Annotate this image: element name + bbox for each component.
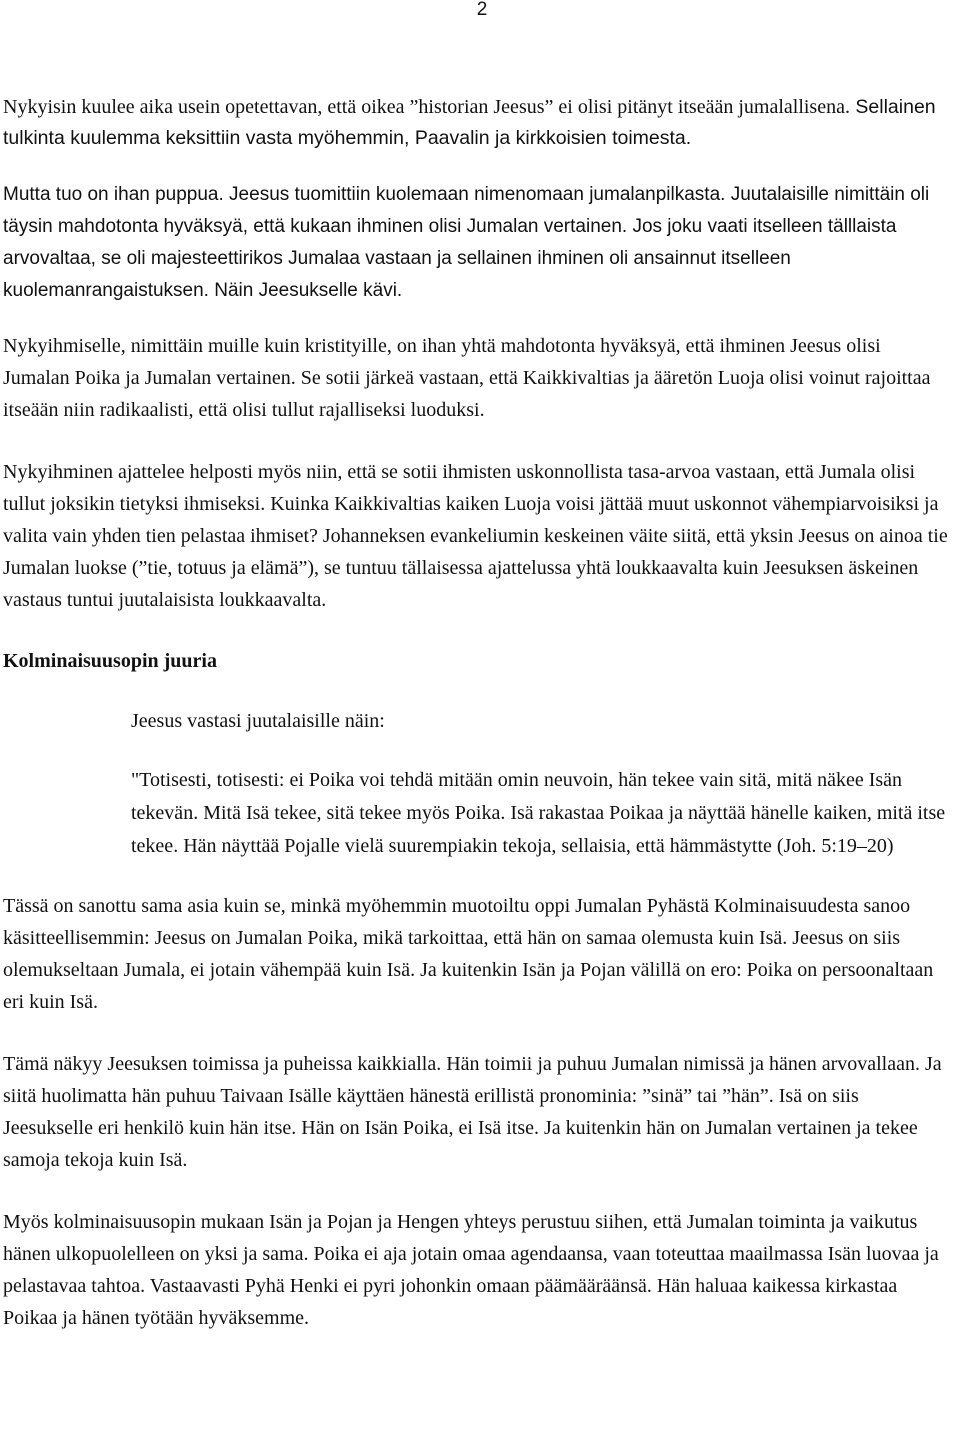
paragraph-blasphemy (3, 179, 951, 307)
paragraph-intro-part2: Sellainen tulkinta kuulemma keksittiin vasta myöhemmin, Paavalin ja kirkkoisien toimesta. (3, 96, 936, 149)
paragraph-trinity-doctrine: Tässä on sanottu sama asia kuin se, minkä myöhemmin muotoiltu oppi Jumalan Pyhästä Kolminaisuudesta sanoo käsitteellisemmin: Jeesus on Jumalan Poika, mikä tarkoittaa, että hän on samaa olemusta kuin Isä. Jeesus on siis olemukseltaan Jumala, ei jotain vähempää kuin Isä. Ja kuitenkin Isän ja Pojan välillä on ero: Poika on persoonaltaan eri kuin Isä. (3, 895, 934, 1013)
scripture-quote (131, 706, 951, 863)
paragraph-pronouns: Tämä näkyy Jeesuksen toimissa ja puheissa kaikkialla. Hän toimii ja puhuu Jumalan nimissä ja hänen arvovallaan. Ja siitä huolimatta hän puhuu Taivaan Isälle käyttäen hänestä erillistä pronominia: ”sinä” tai ”hän”. Isä on siis Jeesukselle eri henkilö kuin hän itse. Hän on Isän Poika, ei Isä itse. Ja kuitenkin hän on Jumalan vertainen ja tekee samoja tekoja kuin Isä. (3, 1053, 942, 1171)
paragraph-blasphemy-part2: Jos joku vaati itselleen tälllaista arvovaltaa, se oli majesteettirikos Jumalaa vastaan ja sellainen ihminen oli ansainnut itselleen kuolemanrangaistuksen. Näin Jeesukselle kävi. (3, 216, 897, 301)
quote-text: "Totisesti, totisesti: ei Poika voi tehdä mitään omin neuvoin, hän tekee vain sitä, mitä näkee Isän tekevän. Mitä Isä tekee, sitä tekee myös Poika. Isä rakastaa Poikaa ja näyttää hänelle kaiken, mitä itse tekee. Hän näyttää Pojalle vielä suurempiakin tekoja, sellaisia, että hämmästytte (Joh. 5:19–20) (131, 769, 946, 857)
quote-intro: Jeesus vastasi juutalaisille näin: (131, 710, 385, 732)
paragraph-equality: Nykyihminen ajattelee helposti myös niin, että se sotii ihmisten uskonnollista tasa-arvoa vastaan, että Jumala olisi tullut joksikin tietyksi ihmiseksi. Kuinka Kaikkivaltias kaiken Luoja voisi jättää muut uskonnot vähempiarvoisiksi ja valita vain yhden tien pelastaa ihmiset? Johanneksen evankeliumin keskeinen väite siitä, että yksin Jeesus on ainoa tie Jumalan luokse (”tie, totuus ja elämä”), se tuntuu tällaisessa ajattelussa yhtä loukkaavalta kuin Jeesuksen äskeinen vastaus tuntui juutalaisista loukkaavalta. (3, 461, 948, 611)
paragraph-intro (3, 92, 951, 154)
paragraph-modern-view: Nykyihmiselle, nimittäin muille kuin kristityille, on ihan yhtä mahdotonta hyväksyä, että ihminen Jeesus olisi Jumalan Poika ja Jumalan vertainen. Se sotii järkeä vastaan, että Kaikkivaltias ja ääretön Luoja olisi voinut rajoittaa itseään niin radikaalisti, että olisi tullut rajalliseksi luoduksi. (3, 335, 931, 421)
page-number: 2 (476, 0, 488, 20)
paragraph-unity: Myös kolminaisuusopin mukaan Isän ja Pojan ja Hengen yhteys perustuu siihen, että Jumalan toiminta ja vaikutus hänen ulkopuolelleen on yksi ja sama. Poika ei aja jotain omaa agendaansa, vaan toteuttaa maailmassa Isän luovaa ja pelastavaa tahtoa. Vastaavasti Pyhä Henki ei pyri johonkin omaan päämääräänsä. Hän haluaa kaikessa kirkastaa Poikaa ja hänen työtään hyväksemme. (3, 1211, 939, 1329)
paragraph-blasphemy-part1: Mutta tuo on ihan puppua. Jeesus tuomittiin kuolemaan nimenomaan jumalanpilkasta. Juutalaisille nimittäin oli täysin mahdotonta hyväksyä, että kukaan ihminen olisi Jumalan vertainen. (3, 184, 930, 237)
section-heading: Kolminaisuusopin juuria (3, 650, 217, 672)
paragraph-intro-part1: Nykyisin kuulee aika usein opetettavan, että oikea ”historian Jeesus” ei olisi pitänyt itseään jumalallisena. (3, 96, 850, 118)
document-body (3, 92, 951, 1364)
